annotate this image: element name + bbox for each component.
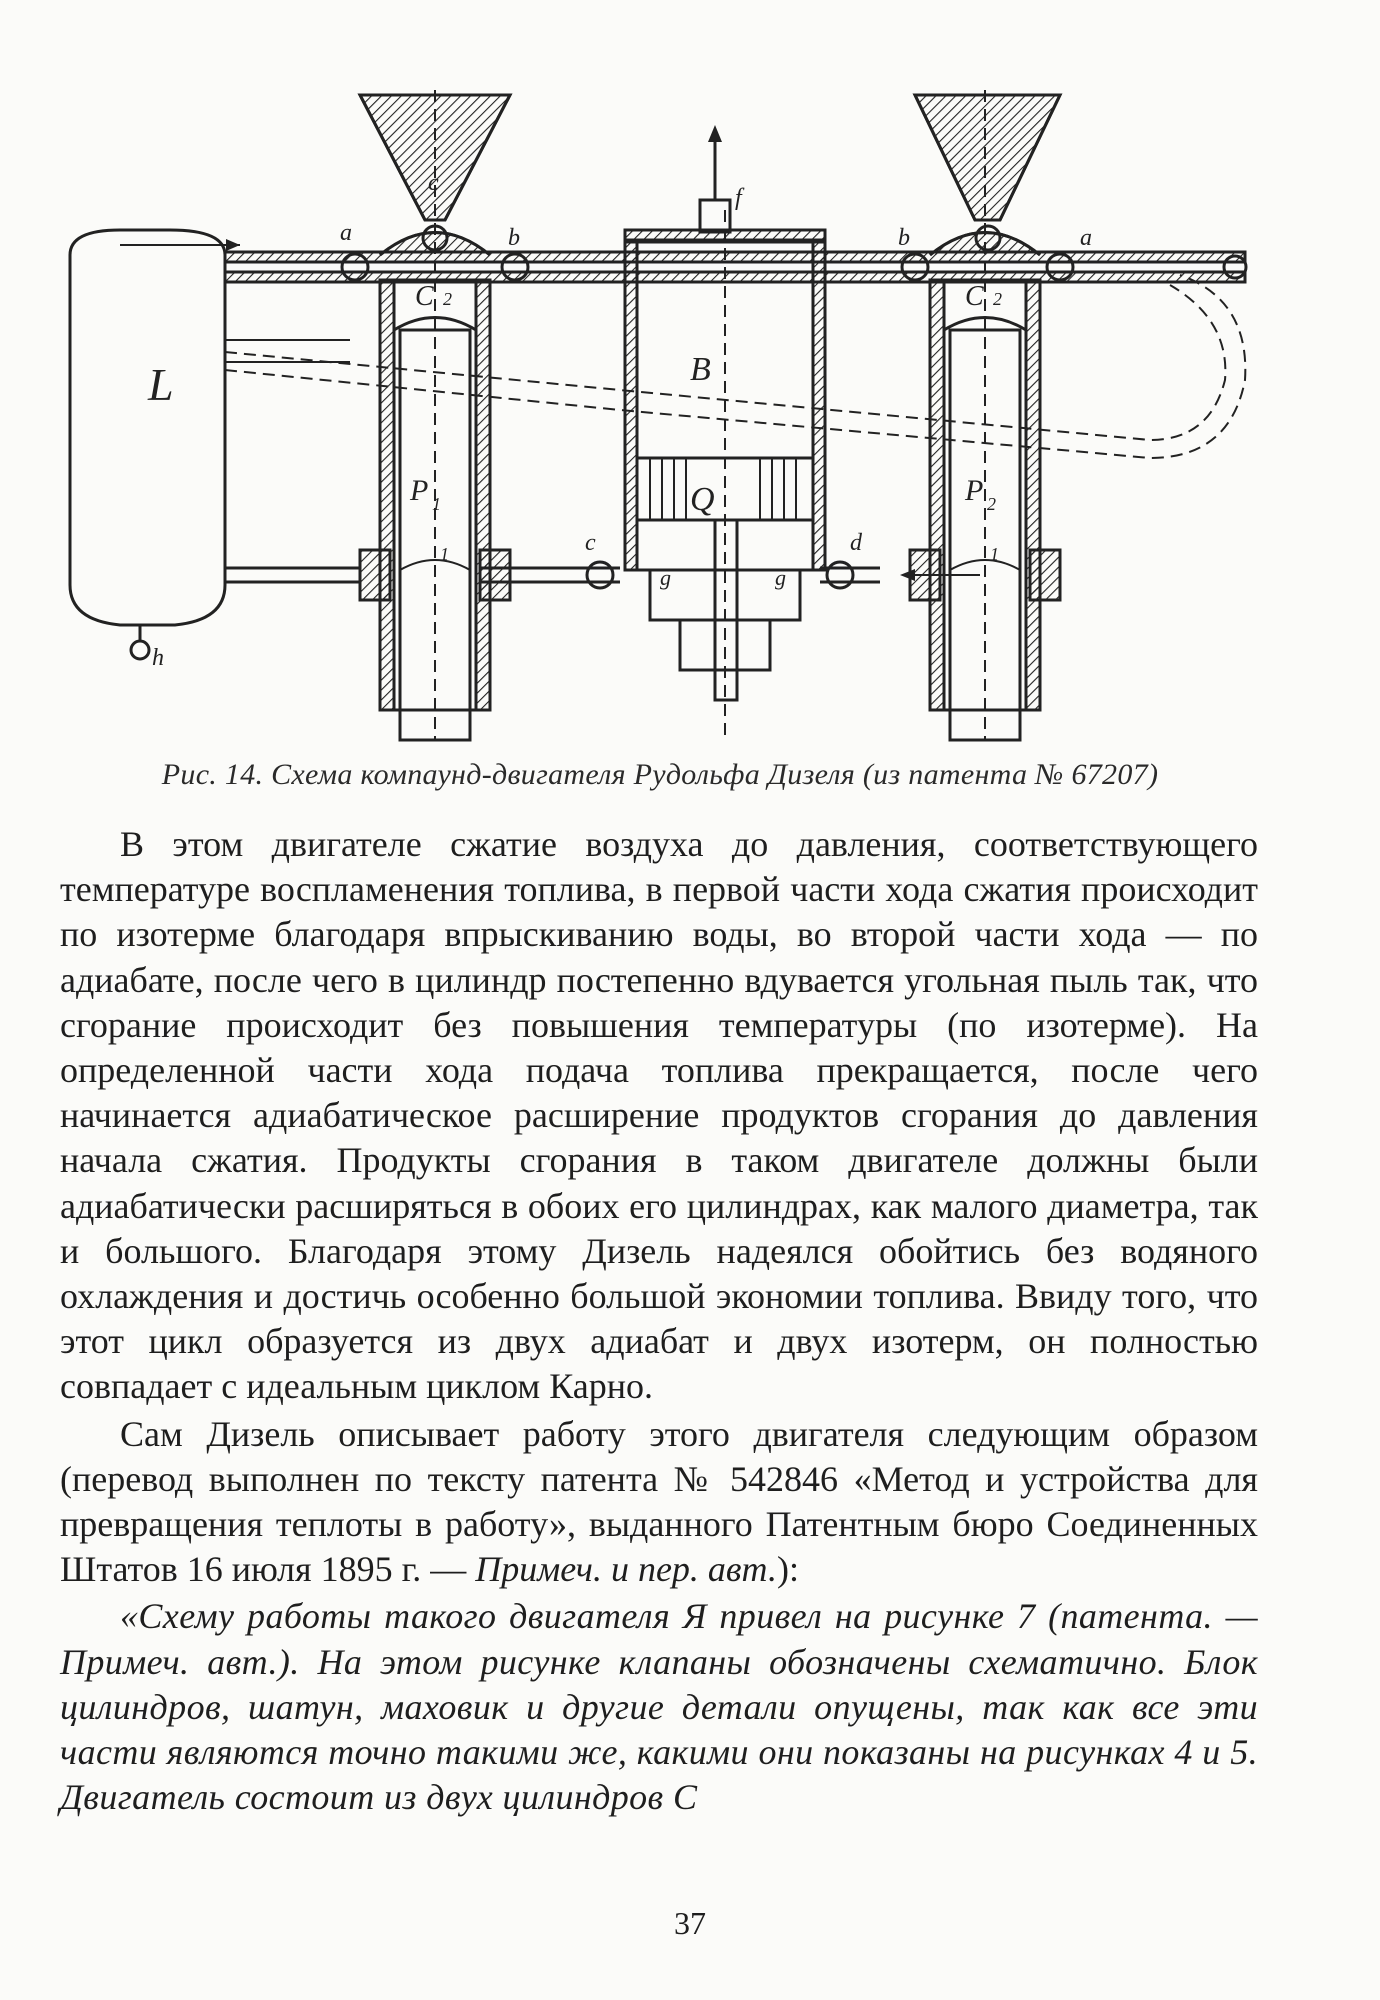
quote-paragraph: «Схему работы такого двигателя Я привел на рисунке 7 (патента. — Примеч. авт.). На этом рисунке клапаны обозначены схематично. Блок цилиндров, шатун, маховик и другие детали опущены, так как все эти части являются точно такими же, какими они показаны на рисунках 4 и 5. Двигатель состоит из двух цилиндров C xyxy=(60,1596,1258,1818)
label-h: h xyxy=(152,645,164,671)
translator-note: Примеч. и пер. авт. xyxy=(475,1549,777,1590)
label-C-right: C xyxy=(965,281,984,312)
label-Q: Q xyxy=(690,481,715,518)
label-1-left: 1 xyxy=(440,544,449,564)
arrow-icon xyxy=(226,239,240,251)
paragraph-text: Сам Дизель описывает работу этого двигателя следующим образом (перевод выполнен по тексту патента № 542846 «Метод и устройства для превращения теплоты в работу», выданного Патентным бюро Соединенных Штатов 16 июля 1895 г. — xyxy=(60,1413,1258,1590)
label-a-right: a xyxy=(1080,225,1092,251)
body-text xyxy=(60,822,1258,1820)
label-g-left: g xyxy=(660,565,671,590)
label-2-right: 2 xyxy=(993,289,1002,309)
figure-caption: Рис. 14. Схема компаунд-двигателя Рудольфа Дизеля (из патента № 67207) xyxy=(161,758,1159,791)
label-P2: P xyxy=(965,474,984,507)
label-L: L xyxy=(148,359,174,410)
air-receiver-tank xyxy=(70,230,225,659)
label-P1-sub: 1 xyxy=(432,494,441,514)
patent-figure xyxy=(60,80,1300,750)
label-a-left: a xyxy=(340,220,352,246)
label-P1: P xyxy=(410,474,429,507)
label-1-right: 1 xyxy=(990,544,999,564)
label-c-valve: c xyxy=(585,530,596,556)
lower-manifold xyxy=(225,340,880,582)
label-P2-sub: 2 xyxy=(987,494,996,514)
label-d-valve: d xyxy=(850,530,862,556)
paragraph xyxy=(60,1412,1258,1593)
label-g-right: g xyxy=(775,565,786,590)
right-fuel-hopper xyxy=(915,95,1060,250)
upper-manifold xyxy=(225,252,1245,282)
label-b-right: b xyxy=(898,225,910,251)
page-number: 37 xyxy=(674,1905,706,1941)
paragraph: В этом двигателе сжатие воздуха до давления, соответствующего температуре воспламенения топлива, в первой части хода сжатия происходит по изотерме благодаря впрыскиванию воды, во второй части хода — по адиабате, после чего в цилиндр постепенно вдувается угольная пыль так, что сгорание происходит без повышения температуры (по изотерме). На определенной части хода подача топлива прекращается, после чего начинается адиабатическое расширение продуктов сгорания до давления начала сжатия. Продукты сгорания в таком двигателе должны были адиабатически расширяться в обоих его цилиндрах, как малого диаметра, так и большого. Благодаря этому Дизель надеялся обойтись без водяного охлаждения и достичь особенно большой экономии топлива. Ввиду того, что этот цикл образуется из двух адиабат и двух изотерм, он полностью совпадает с идеальным циклом Карно. xyxy=(60,824,1258,1407)
label-C-left: C xyxy=(415,281,434,312)
label-f: f xyxy=(735,185,742,211)
label-2-left: 2 xyxy=(443,289,452,309)
engine-schematic xyxy=(60,80,1300,750)
paragraph-text-end: ): xyxy=(777,1549,799,1590)
exhaust-arrow-icon xyxy=(708,125,722,142)
label-b-left: b xyxy=(508,225,520,251)
label-B: B xyxy=(690,351,711,388)
label-c-hopper: c xyxy=(428,170,439,196)
